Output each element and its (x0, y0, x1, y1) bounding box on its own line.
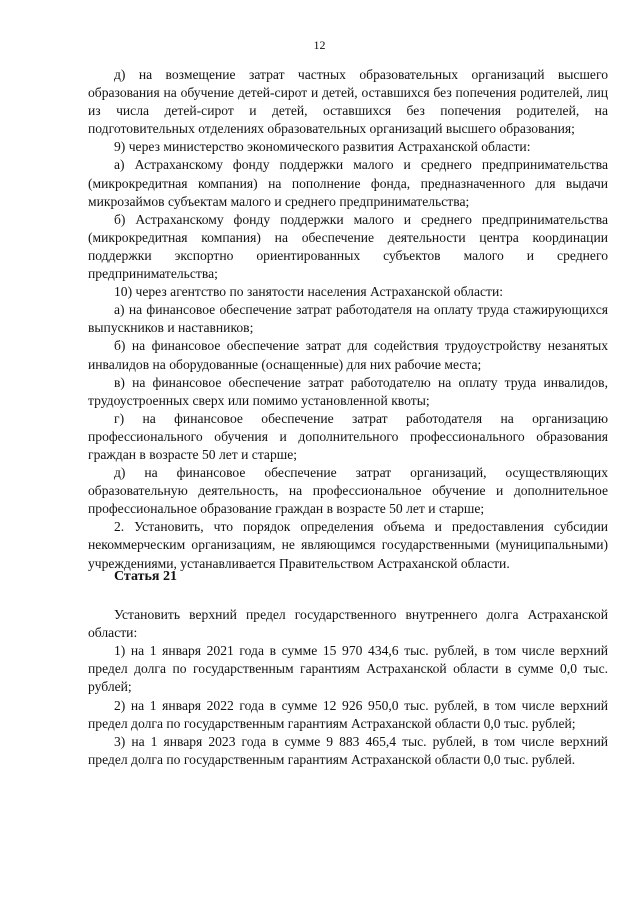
page-number: 12 (313, 38, 326, 52)
article-body (88, 606, 608, 769)
article-heading: Статья 21 (114, 569, 177, 584)
document-body (88, 66, 608, 573)
article-21 (88, 568, 608, 769)
article-item-2022: 2) на 1 января 2022 года в сумме 12 926 950,0 тыс. рублей, в том числе верхний предел долга по государственным гарантиям Астраханской области 0,0 тыс. рублей; (88, 697, 608, 731)
paragraph-10v-disabled-wages: в) на финансовое обеспечение затрат работодателю на оплату труда инвалидов, трудоустроенных сверх или помимо установленной квоты; (88, 374, 608, 408)
article-intro: Установить верхний предел государственного внутреннего долга Астраханской области: (88, 607, 608, 641)
paragraph-10b-disabled-workplaces: б) на финансовое обеспечение затрат для содействия трудоустройству незанятых инвалидов на оборудованные (оснащенные) для них рабочие места; (88, 338, 608, 372)
paragraph-10-employment-agency: 10) через агентство по занятости населения Астраханской области: (114, 284, 504, 300)
article-item-2021: 1) на 1 января 2021 года в сумме 15 970 434,6 тыс. рублей, в том числе верхний предел долга по государственным гарантиям Астраханской области в сумме 0,0 тыс. рублей; (88, 643, 608, 695)
paragraph-2-subsidy-procedure: 2. Установить, что порядок определения объема и предоставления субсидии некоммерческим организациям, не являющимся государственными (муниципальными) учреждениями, устанавливается Правительством Астраханской области. (88, 519, 608, 571)
paragraph-10d-education-50plus: д) на финансовое обеспечение затрат организаций, осуществляющих образовательную деятельность, на профессиональное обучение и дополнительное профессиональное образование граждан в возрасте 50 лет и старше; (88, 465, 608, 517)
paragraph-9b-export-center: б) Астраханскому фонду поддержки малого и среднего предпринимательства (микрокредитная компания) на обеспечение деятельности центра координации поддержки экспортно ориентированных субъектов малого и среднего предпринимательства; (88, 211, 608, 282)
paragraph-1d-private-universities: д) на возмещение затрат частных образовательных организаций высшего образования на обучение детей-сирот и детей, оставшихся без попечения родителей, лиц из числа детей-сирот и детей, оставшихся без попечения родителей, на подготовительных отделениях образовательных организаций высшего образования; (88, 67, 608, 137)
paragraph-9a-microloans: а) Астраханскому фонду поддержки малого и среднего предпринимательства (микрокредитная компания) на пополнение фонда, предназначенного для выдачи микрозаймов субъектам малого и среднего предпринимательства; (88, 157, 608, 209)
article-item-2023: 3) на 1 января 2023 года в сумме 9 883 465,4 тыс. рублей, в том числе верхний предел долга по государственным гарантиям Астраханской области 0,0 тыс. рублей. (88, 733, 608, 767)
paragraph-9-economic-ministry: 9) через министерство экономического развития Астраханской области: (114, 139, 531, 155)
paragraph-10a-interns: а) на финансовое обеспечение затрат работодателя на оплату труда стажирующихся выпускников и наставников; (88, 302, 608, 336)
paragraph-10g-training-50plus: г) на финансовое обеспечение затрат работодателя на организацию профессионального обучения и дополнительного профессионального образования граждан в возрасте 50 лет и старше; (88, 410, 608, 462)
